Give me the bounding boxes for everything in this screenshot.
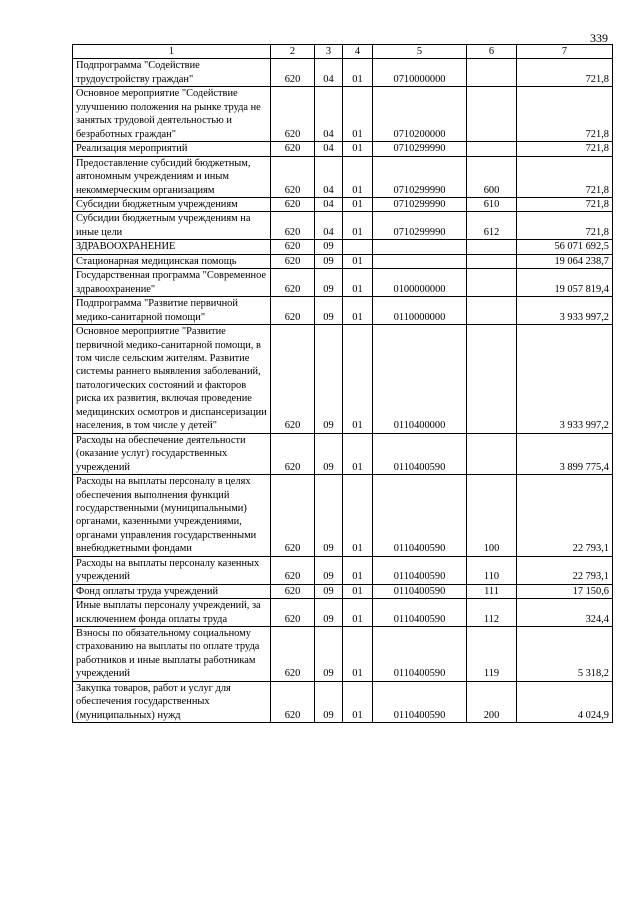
table-row [73, 556, 613, 584]
header-cell: 3 [315, 45, 343, 59]
dept-code-cell: 620 [271, 59, 315, 87]
dept-code-cell: 620 [271, 681, 315, 722]
amount-cell: 721,8 [517, 87, 613, 142]
row-name-cell: Иные выплаты персоналу учреждений, за исключением фонда оплаты труда [73, 599, 271, 627]
table-row [73, 254, 613, 268]
table-row [73, 475, 613, 557]
target-article-cell: 0110400590 [373, 599, 467, 627]
amount-cell: 3 899 775,4 [517, 433, 613, 474]
table-row [73, 325, 613, 434]
dept-code-cell: 620 [271, 197, 315, 211]
row-name-cell: Стационарная медицинская помощь [73, 254, 271, 268]
table-row [73, 599, 613, 627]
row-name-cell: Предоставление субсидий бюджетным, автономным учреждениям и иным некоммерческим организациям [73, 156, 271, 197]
expense-type-cell: 612 [467, 212, 517, 240]
amount-cell: 5 318,2 [517, 627, 613, 682]
row-name-cell: Закупка товаров, работ и услуг для обеспечения государственных (муниципальных) нужд [73, 681, 271, 722]
subsection-code-cell: 01 [343, 87, 373, 142]
table-row [73, 197, 613, 211]
amount-cell: 56 071 692,5 [517, 240, 613, 254]
expense-type-cell: 610 [467, 197, 517, 211]
subsection-code-cell: 01 [343, 584, 373, 598]
target-article-cell: 0710200000 [373, 87, 467, 142]
amount-cell: 17 150,6 [517, 584, 613, 598]
expense-type-cell: 100 [467, 475, 517, 557]
amount-cell: 721,8 [517, 156, 613, 197]
dept-code-cell: 620 [271, 325, 315, 434]
target-article-cell: 0100000000 [373, 269, 467, 297]
section-code-cell: 09 [315, 297, 343, 325]
section-code-cell: 09 [315, 433, 343, 474]
section-code-cell: 04 [315, 59, 343, 87]
section-code-cell: 09 [315, 240, 343, 254]
section-code-cell: 09 [315, 681, 343, 722]
subsection-code-cell: 01 [343, 156, 373, 197]
amount-cell: 324,4 [517, 599, 613, 627]
subsection-code-cell: 01 [343, 59, 373, 87]
target-article-cell: 0110400590 [373, 433, 467, 474]
amount-cell: 721,8 [517, 212, 613, 240]
expense-type-cell: 112 [467, 599, 517, 627]
table-row [73, 584, 613, 598]
row-name-cell: Субсидии бюджетным учреждениям [73, 197, 271, 211]
amount-cell: 22 793,1 [517, 475, 613, 557]
section-code-cell: 04 [315, 197, 343, 211]
row-name-cell: Фонд оплаты труда учреждений [73, 584, 271, 598]
row-name-cell: Расходы на выплаты персоналу казенных учреждений [73, 556, 271, 584]
expense-type-cell [467, 269, 517, 297]
expense-type-cell [467, 297, 517, 325]
row-name-cell: Основное мероприятие "Содействие улучшению положения на рынке труда не занятых трудовой деятельностью и безработных граждан" [73, 87, 271, 142]
amount-cell: 721,8 [517, 59, 613, 87]
row-name-cell: Основное мероприятие "Развитие первичной медико-санитарной помощи, в том числе сельским жителям. Развитие системы раннего выявления заболеваний, патологических состояний и факторов риска их развития, включая проведение медицинских осмотров и диспансеризации населения, в том числе у детей" [73, 325, 271, 434]
dept-code-cell: 620 [271, 254, 315, 268]
subsection-code-cell: 01 [343, 142, 373, 156]
expense-type-cell: 600 [467, 156, 517, 197]
table-row [73, 681, 613, 722]
amount-cell: 19 064 238,7 [517, 254, 613, 268]
header-cell: 1 [73, 45, 271, 59]
row-name-cell: Подпрограмма "Развитие первичной медико-санитарной помощи" [73, 297, 271, 325]
amount-cell: 3 933 997,2 [517, 325, 613, 434]
table-row [73, 627, 613, 682]
target-article-cell: 0710299990 [373, 197, 467, 211]
target-article-cell: 0110400590 [373, 681, 467, 722]
row-name-cell: ЗДРАВООХРАНЕНИЕ [73, 240, 271, 254]
expense-type-cell [467, 325, 517, 434]
subsection-code-cell: 01 [343, 599, 373, 627]
header-cell: 6 [467, 45, 517, 59]
dept-code-cell: 620 [271, 475, 315, 557]
row-name-cell: Взносы по обязательному социальному страхованию на выплаты по оплате труда работников и иные выплаты работникам учреждений [73, 627, 271, 682]
target-article-cell: 0110400590 [373, 627, 467, 682]
target-article-cell: 0110400590 [373, 584, 467, 598]
header-cell: 2 [271, 45, 315, 59]
target-article-cell: 0110000000 [373, 297, 467, 325]
header-cell: 5 [373, 45, 467, 59]
subsection-code-cell: 01 [343, 627, 373, 682]
table-row [73, 297, 613, 325]
amount-cell: 721,8 [517, 142, 613, 156]
target-article-cell: 0110400590 [373, 475, 467, 557]
section-code-cell: 04 [315, 212, 343, 240]
subsection-code-cell: 01 [343, 297, 373, 325]
section-code-cell: 09 [315, 627, 343, 682]
amount-cell: 4 024,9 [517, 681, 613, 722]
expense-type-cell [467, 240, 517, 254]
dept-code-cell: 620 [271, 269, 315, 297]
section-code-cell: 09 [315, 325, 343, 434]
row-name-cell: Реализация мероприятий [73, 142, 271, 156]
subsection-code-cell: 01 [343, 433, 373, 474]
table-row [73, 59, 613, 87]
dept-code-cell: 620 [271, 297, 315, 325]
expense-type-cell: 110 [467, 556, 517, 584]
section-code-cell: 09 [315, 584, 343, 598]
dept-code-cell: 620 [271, 627, 315, 682]
amount-cell: 22 793,1 [517, 556, 613, 584]
dept-code-cell: 620 [271, 87, 315, 142]
header-cell: 4 [343, 45, 373, 59]
subsection-code-cell: 01 [343, 325, 373, 434]
expense-type-cell: 119 [467, 627, 517, 682]
dept-code-cell: 620 [271, 156, 315, 197]
amount-cell: 19 057 819,4 [517, 269, 613, 297]
dept-code-cell: 620 [271, 240, 315, 254]
row-name-cell: Расходы на обеспечение деятельности (оказание услуг) государственных учреждений [73, 433, 271, 474]
section-code-cell: 04 [315, 156, 343, 197]
table-row [73, 87, 613, 142]
section-code-cell: 09 [315, 599, 343, 627]
subsection-code-cell: 01 [343, 475, 373, 557]
expense-type-cell [467, 59, 517, 87]
row-name-cell: Государственная программа "Современное здравоохранение" [73, 269, 271, 297]
expense-type-cell [467, 254, 517, 268]
page-number: 339 [590, 31, 608, 45]
target-article-cell: 0710299990 [373, 156, 467, 197]
header-cell: 7 [517, 45, 613, 59]
row-name-cell: Субсидии бюджетным учреждениям на иные цели [73, 212, 271, 240]
section-code-cell: 04 [315, 87, 343, 142]
target-article-cell [373, 254, 467, 268]
dept-code-cell: 620 [271, 556, 315, 584]
section-code-cell: 09 [315, 269, 343, 297]
section-code-cell: 09 [315, 254, 343, 268]
target-article-cell: 0110400000 [373, 325, 467, 434]
target-article-cell [373, 240, 467, 254]
subsection-code-cell: 01 [343, 212, 373, 240]
target-article-cell: 0710000000 [373, 59, 467, 87]
section-code-cell: 04 [315, 142, 343, 156]
table-row [73, 156, 613, 197]
expense-type-cell [467, 87, 517, 142]
subsection-code-cell: 01 [343, 269, 373, 297]
dept-code-cell: 620 [271, 599, 315, 627]
subsection-code-cell: 01 [343, 556, 373, 584]
expense-type-cell [467, 142, 517, 156]
target-article-cell: 0110400590 [373, 556, 467, 584]
dept-code-cell: 620 [271, 212, 315, 240]
expense-type-cell [467, 433, 517, 474]
amount-cell: 3 933 997,2 [517, 297, 613, 325]
expense-type-cell: 200 [467, 681, 517, 722]
section-code-cell: 09 [315, 556, 343, 584]
table-row [73, 433, 613, 474]
subsection-code-cell: 01 [343, 681, 373, 722]
target-article-cell: 0710299990 [373, 142, 467, 156]
table-row [73, 269, 613, 297]
amount-cell: 721,8 [517, 197, 613, 211]
dept-code-cell: 620 [271, 433, 315, 474]
table-row [73, 212, 613, 240]
dept-code-cell: 620 [271, 142, 315, 156]
target-article-cell: 0710299990 [373, 212, 467, 240]
subsection-code-cell [343, 240, 373, 254]
row-name-cell: Подпрограмма "Содействие трудоустройству граждан" [73, 59, 271, 87]
subsection-code-cell: 01 [343, 197, 373, 211]
expense-type-cell: 111 [467, 584, 517, 598]
table-row [73, 240, 613, 254]
table-row [73, 142, 613, 156]
subsection-code-cell: 01 [343, 254, 373, 268]
row-name-cell: Расходы на выплаты персоналу в целях обеспечения выполнения функций государственными (муниципальными) органами, казенными учреждениями, органами управления государственными внебюджетными фондами [73, 475, 271, 557]
section-code-cell: 09 [315, 475, 343, 557]
budget-table [72, 44, 613, 723]
table-header-row [73, 45, 613, 59]
dept-code-cell: 620 [271, 584, 315, 598]
